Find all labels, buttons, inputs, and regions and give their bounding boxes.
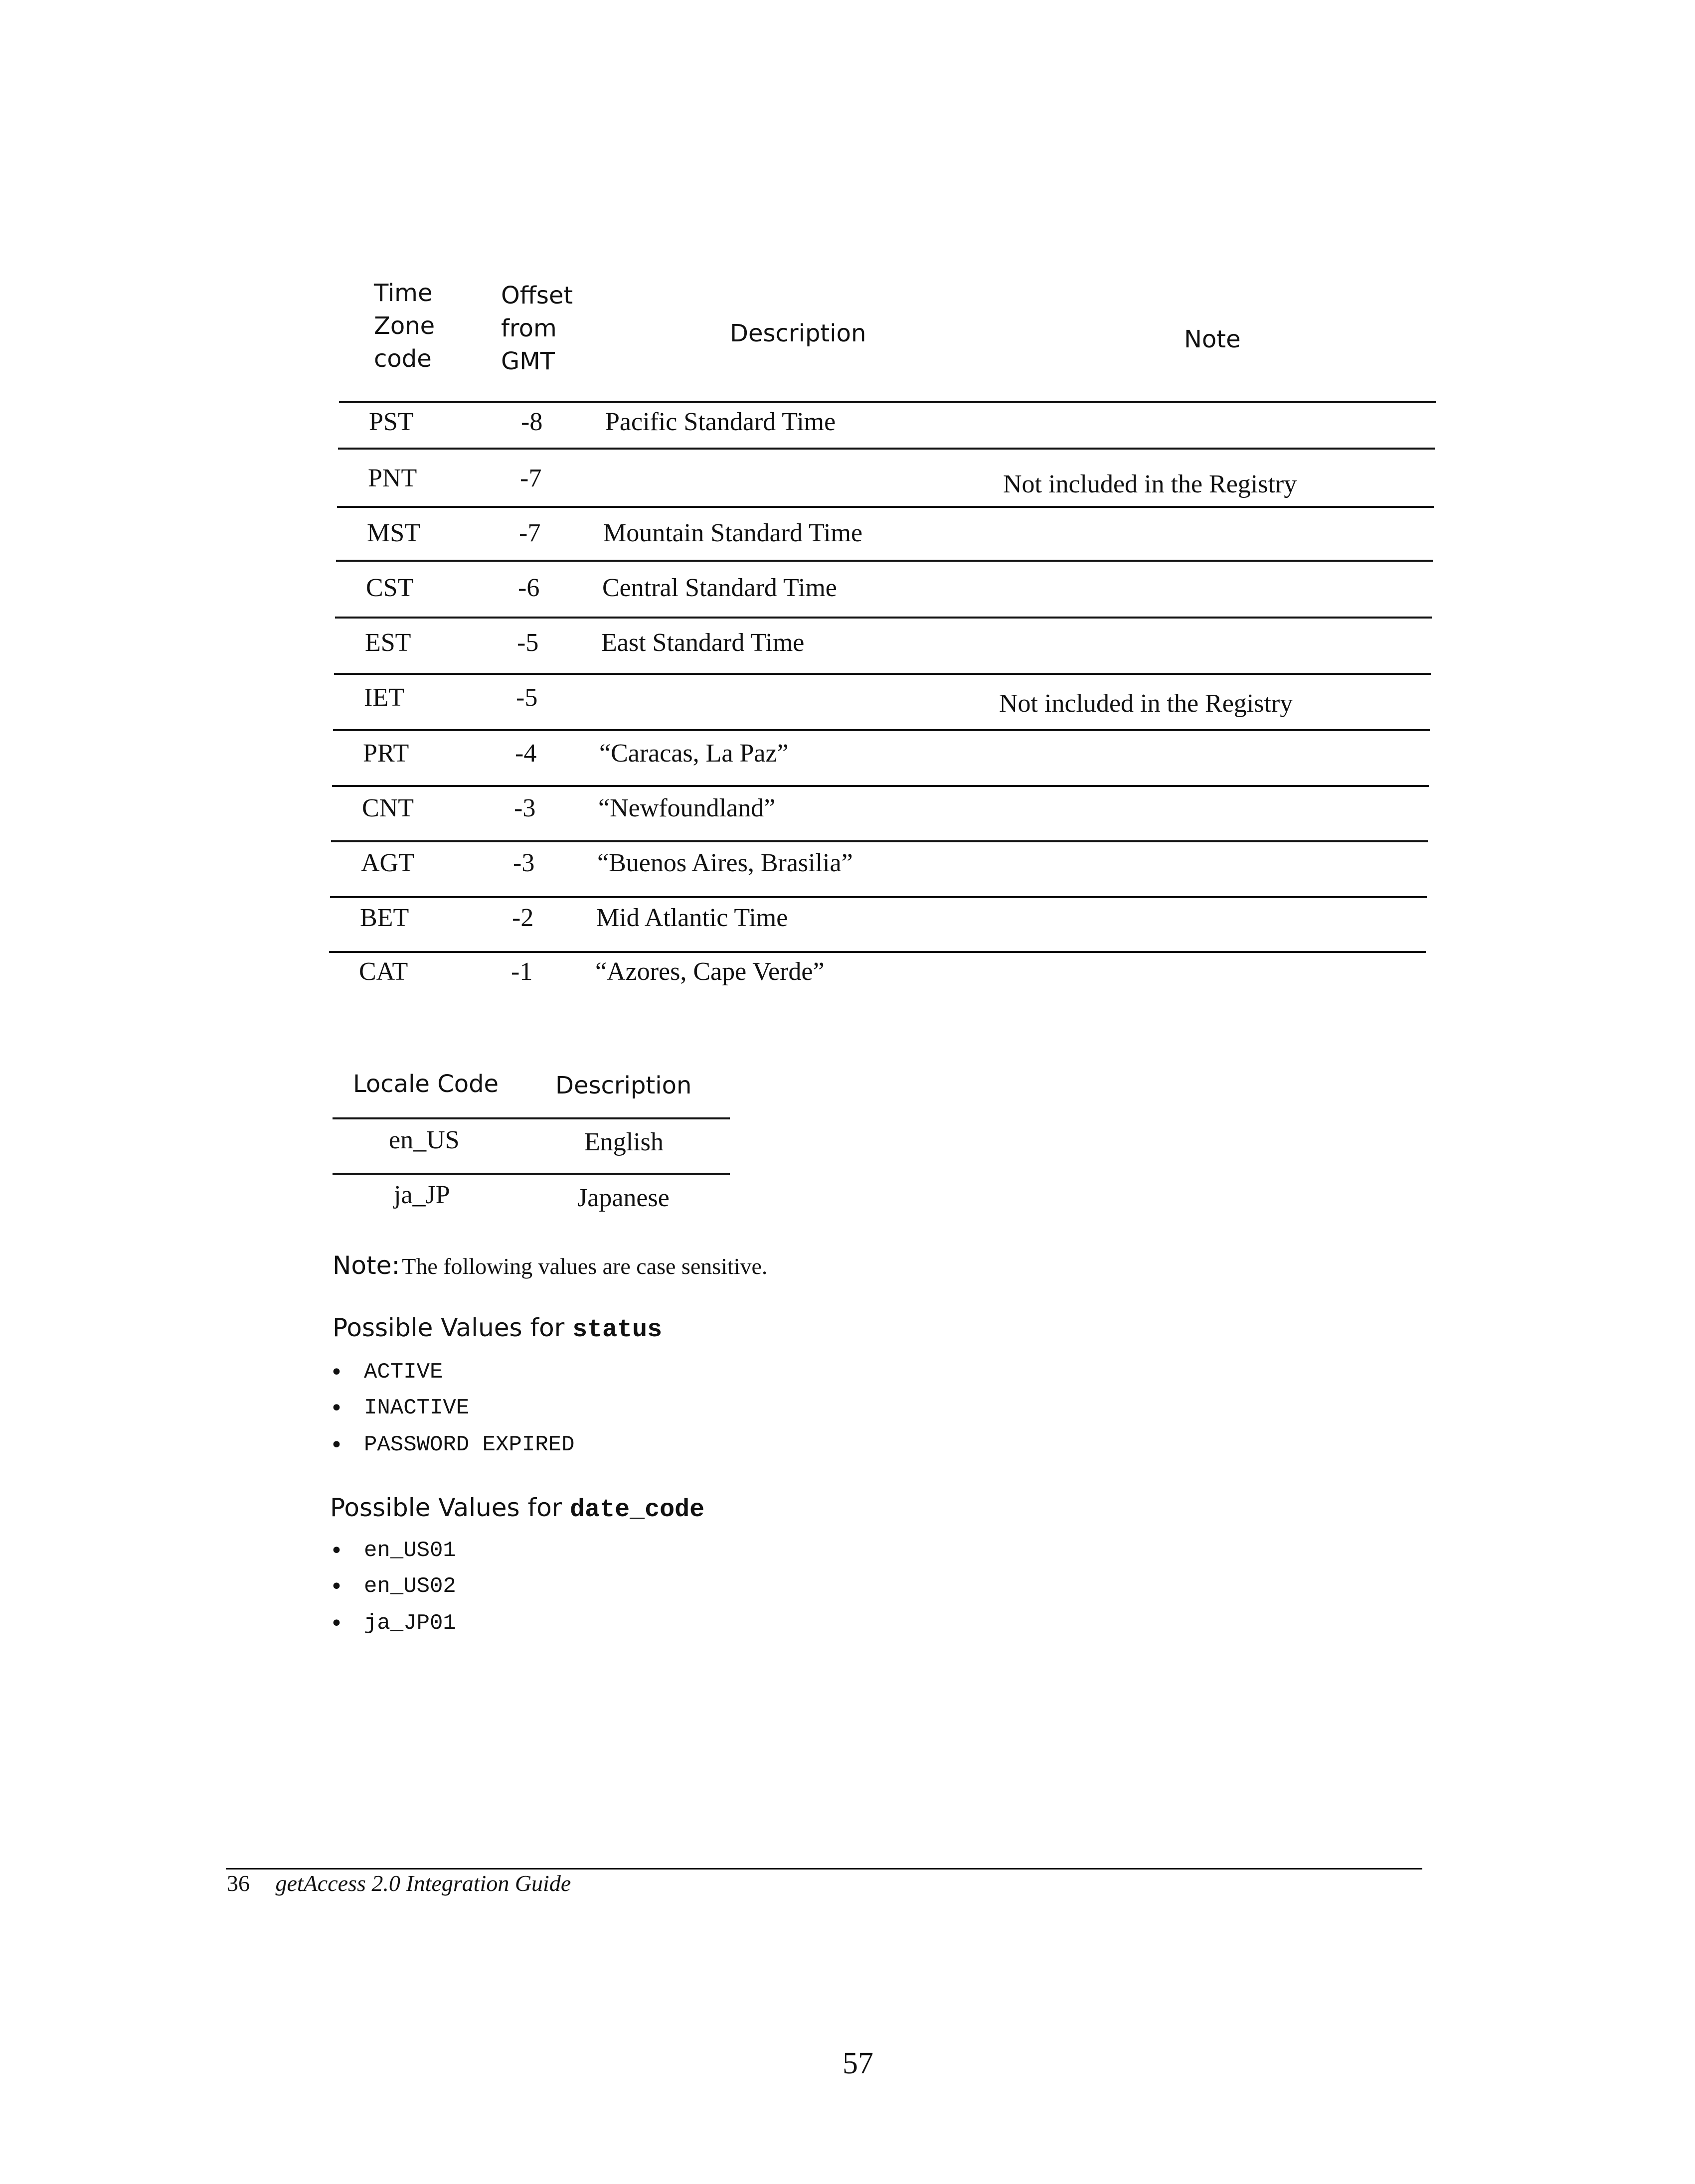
cell-code: PRT xyxy=(363,739,409,769)
divider xyxy=(332,785,1429,787)
cell-note: Not included in the Registry xyxy=(999,689,1293,719)
cell-note: Not included in the Registry xyxy=(1003,469,1297,499)
cell-description: “Newfoundland” xyxy=(598,793,775,823)
header-line: Offset xyxy=(501,279,573,312)
locale-description: Japanese xyxy=(577,1183,670,1213)
divider xyxy=(337,506,1434,508)
footer-page-number: 36 xyxy=(227,1871,250,1896)
header-description: Description xyxy=(730,317,866,350)
header-line: code xyxy=(374,342,435,375)
header-line: from xyxy=(501,312,573,345)
cell-description: Mountain Standard Time xyxy=(603,518,862,548)
bullet-icon: • xyxy=(330,1611,343,1636)
cell-code: AGT xyxy=(361,848,414,878)
header-note: Note xyxy=(1184,323,1241,356)
header-offset xyxy=(501,279,573,378)
bullet-icon: • xyxy=(330,1538,343,1563)
scan-page-number: 57 xyxy=(843,2046,873,2081)
cell-code: PNT xyxy=(368,464,417,493)
list-item-text: ACTIVE xyxy=(364,1360,443,1385)
cell-description: Mid Atlantic Time xyxy=(596,903,788,933)
locale-code: ja_JP xyxy=(394,1180,450,1210)
footer-rule xyxy=(226,1868,1422,1870)
list-item-text: en_US01 xyxy=(364,1538,456,1563)
header-locale-description: Description xyxy=(555,1069,691,1102)
cell-code: PST xyxy=(369,407,414,437)
header-locale-code: Locale Code xyxy=(353,1068,499,1100)
divider xyxy=(333,729,1430,731)
cell-description: East Standard Time xyxy=(601,628,804,658)
footer xyxy=(227,1870,571,1896)
header-line: Zone xyxy=(374,310,435,342)
divider xyxy=(329,951,1426,953)
locale-code: en_US xyxy=(389,1125,460,1155)
list-item-text: en_US02 xyxy=(364,1574,456,1599)
cell-offset: -3 xyxy=(513,848,534,878)
heading-code: date_code xyxy=(570,1496,704,1524)
cell-code: CST xyxy=(366,573,413,603)
bullet-icon: • xyxy=(330,1432,343,1458)
bullet-icon: • xyxy=(330,1574,343,1599)
cell-offset: -3 xyxy=(514,793,535,823)
divider xyxy=(334,673,1431,675)
cell-code: MST xyxy=(367,518,420,548)
list-item-text: INACTIVE xyxy=(364,1396,469,1420)
bullet-icon: • xyxy=(330,1396,343,1421)
cell-offset: -5 xyxy=(516,683,537,713)
divider xyxy=(333,1117,730,1119)
list-item-text: ja_JP01 xyxy=(364,1611,456,1636)
note xyxy=(333,1251,767,1280)
divider xyxy=(333,1173,730,1175)
cell-offset: -7 xyxy=(519,518,540,548)
divider xyxy=(336,560,1433,562)
cell-code: CNT xyxy=(362,793,414,823)
cell-description: Pacific Standard Time xyxy=(605,407,836,437)
cell-code: CAT xyxy=(359,957,408,987)
header-code xyxy=(374,277,435,375)
cell-description: Central Standard Time xyxy=(602,573,837,603)
locale-description: English xyxy=(584,1127,664,1157)
cell-description: “Azores, Cape Verde” xyxy=(595,957,825,987)
date-code-heading xyxy=(330,1493,704,1524)
status-heading xyxy=(333,1313,662,1344)
footer-title: getAccess 2.0 Integration Guide xyxy=(276,1871,571,1896)
divider xyxy=(335,617,1432,619)
divider xyxy=(339,401,1436,403)
heading-code: status xyxy=(572,1316,662,1344)
cell-offset: -4 xyxy=(515,739,536,769)
note-text: The following values are case sensitive. xyxy=(402,1253,767,1279)
heading-text: Possible Values for xyxy=(333,1313,572,1342)
bullet-icon: • xyxy=(330,1360,343,1385)
cell-offset: -8 xyxy=(521,407,542,437)
cell-description: “Buenos Aires, Brasilia” xyxy=(597,848,853,878)
note-label: Note: xyxy=(333,1251,400,1280)
cell-code: IET xyxy=(364,683,404,713)
header-line: Time xyxy=(374,277,435,310)
cell-offset: -2 xyxy=(512,903,533,933)
heading-text: Possible Values for xyxy=(330,1493,570,1522)
cell-offset: -5 xyxy=(517,628,538,658)
header-line: GMT xyxy=(501,345,573,378)
cell-offset: -1 xyxy=(511,957,532,987)
cell-offset: -7 xyxy=(520,464,541,493)
divider xyxy=(338,448,1435,450)
divider xyxy=(330,896,1427,898)
cell-code: EST xyxy=(365,628,411,658)
cell-offset: -6 xyxy=(518,573,539,603)
list-item-text: PASSWORD EXPIRED xyxy=(364,1432,574,1457)
cell-code: BET xyxy=(360,903,409,933)
cell-description: “Caracas, La Paz” xyxy=(599,739,789,769)
divider xyxy=(331,840,1428,842)
